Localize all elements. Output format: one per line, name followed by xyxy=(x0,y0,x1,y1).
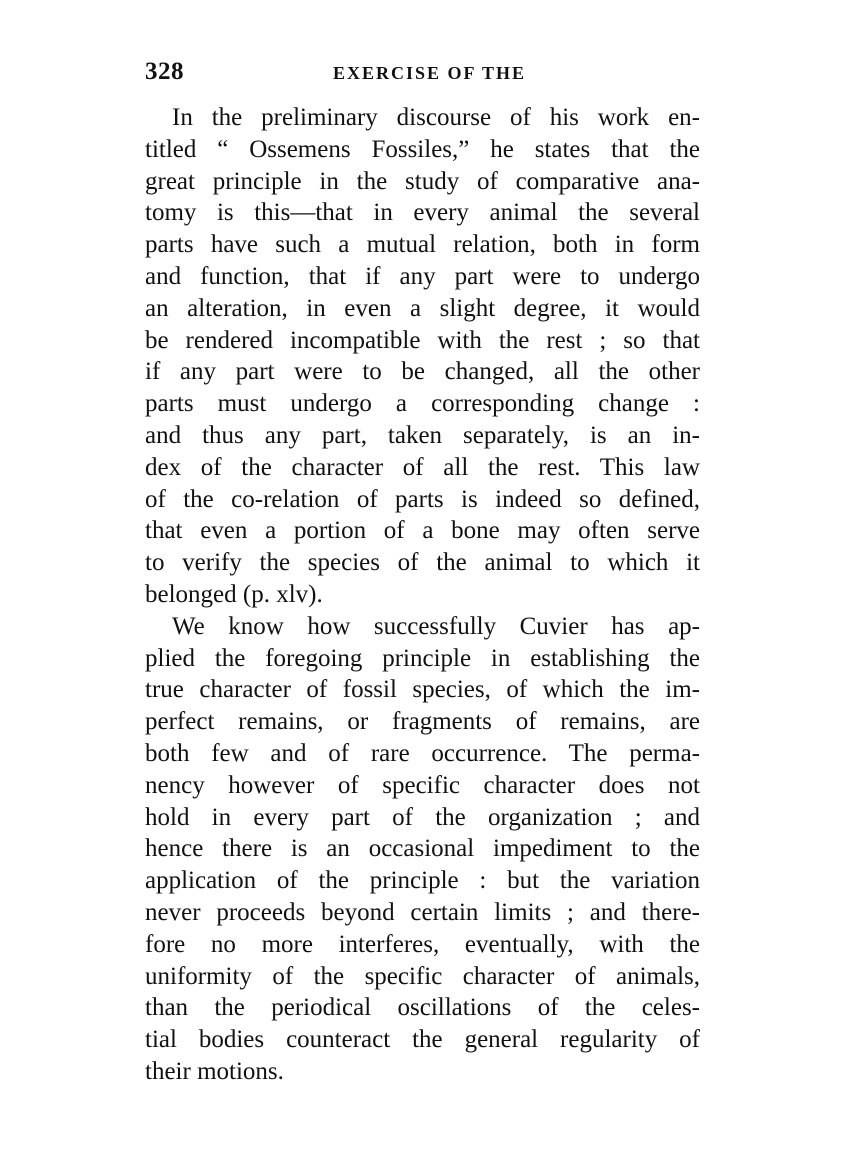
text-line: than the periodical oscillations of the celes- xyxy=(145,994,700,1022)
text-line: hold in every part of the organization ; and xyxy=(145,803,700,831)
text-line: to verify the species of the animal to which it xyxy=(145,549,700,577)
text-line: uniformity of the specific character of animals, xyxy=(145,962,700,990)
text-line: true character of fossil species, of which the im- xyxy=(145,676,700,704)
text-line: hence there is an occasional impediment to the xyxy=(145,835,700,863)
text-line: and thus any part, taken separately, is an in- xyxy=(145,421,700,449)
text-line: parts must undergo a corresponding change : xyxy=(145,390,700,418)
text-line: parts have such a mutual relation, both in form xyxy=(145,231,700,259)
text-line: great principle in the study of comparative ana- xyxy=(145,167,700,195)
text-line: an alteration, in even a slight degree, it would xyxy=(145,294,700,322)
text-line: tial bodies counteract the general regularity of xyxy=(145,1026,700,1054)
text-line: if any part were to be changed, all the other xyxy=(145,358,700,386)
text-line: fore no more interferes, eventually, with the xyxy=(145,930,700,958)
text-line: their motions. xyxy=(145,1057,284,1085)
running-head xyxy=(145,58,700,92)
paragraph-2 xyxy=(145,611,700,1088)
text-line: In the preliminary discourse of his work en- xyxy=(172,104,700,131)
page-number: 328 xyxy=(145,58,184,85)
text-line: never proceeds beyond certain limits ; and there- xyxy=(145,898,700,926)
text-line: plied the foregoing principle in establishing the xyxy=(145,644,700,672)
running-title: EXERCISE OF THE xyxy=(333,63,527,83)
text-line: of the co-relation of parts is indeed so defined, xyxy=(145,485,700,513)
text-line: application of the principle : but the variation xyxy=(145,867,700,895)
text-line: tomy is this—that in every animal the several xyxy=(145,199,700,227)
text-line: that even a portion of a bone may often serve xyxy=(145,517,700,545)
text-line: both few and of rare occurrence. The perma- xyxy=(145,739,700,767)
text-line: dex of the character of all the rest. This law xyxy=(145,453,700,481)
paragraph-1 xyxy=(145,102,700,611)
text-line: nency however of specific character does not xyxy=(145,771,700,799)
text-line: and function, that if any part were to undergo xyxy=(145,262,700,290)
text-line: belonged (p. xlv). xyxy=(145,580,323,608)
text-body xyxy=(145,102,700,1088)
text-line: titled “ Ossemens Fossiles,” he states that the xyxy=(145,135,700,163)
text-line: be rendered incompatible with the rest ; so that xyxy=(145,326,700,354)
text-line: perfect remains, or fragments of remains, are xyxy=(145,708,700,736)
text-line: We know how successfully Cuvier has ap- xyxy=(172,612,700,640)
